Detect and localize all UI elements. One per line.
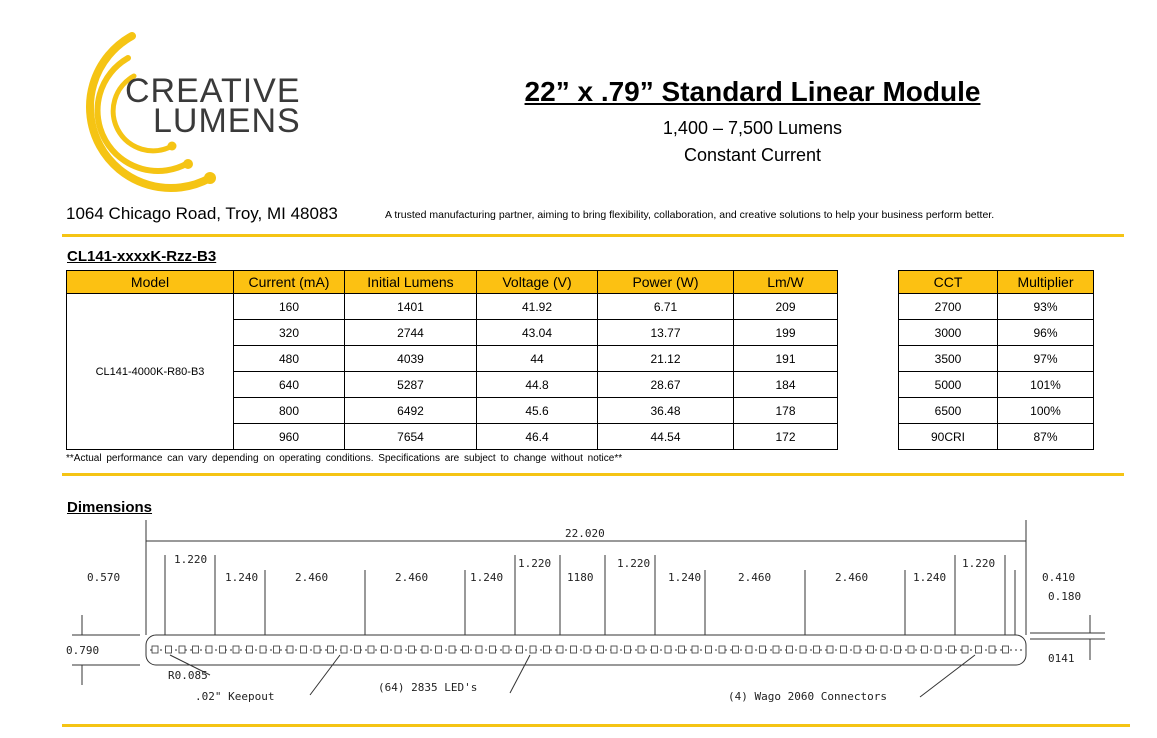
- table-row: [899, 398, 1094, 424]
- company-address: 1064 Chicago Road, Troy, MI 48083: [66, 204, 338, 223]
- cell: 3000: [899, 320, 998, 346]
- led-pad: [625, 646, 631, 653]
- cell: 178: [734, 398, 838, 424]
- led-pad: [233, 646, 239, 653]
- dim-spacing: 1.240: [668, 571, 702, 584]
- brand-line-2: LUMENS: [153, 102, 301, 140]
- led-pad: [287, 646, 293, 653]
- cell: 7654: [345, 424, 477, 450]
- cell: 101%: [998, 372, 1094, 398]
- cell: 960: [234, 424, 345, 450]
- led-pad: [746, 646, 752, 653]
- led-pad: [422, 646, 428, 653]
- keepout-label: .02" Keepout: [195, 690, 275, 703]
- cell: 184: [734, 372, 838, 398]
- led-pad: [179, 646, 185, 653]
- cell: 45.6: [477, 398, 598, 424]
- cell: 87%: [998, 424, 1094, 450]
- led-pad: [206, 646, 212, 653]
- cell: 2700: [899, 294, 998, 320]
- led-pad: [584, 646, 590, 653]
- dim-spacing: 1.220: [174, 553, 208, 566]
- cell: 93%: [998, 294, 1094, 320]
- table-row: [899, 372, 1094, 398]
- cell: 44.54: [598, 424, 734, 450]
- led-pad: [463, 646, 469, 653]
- company-tagline: A trusted manufacturing partner, aiming to bring flexibility, collaboration, and creative solutions to help your business perform better.: [385, 209, 995, 221]
- led-pad: [841, 646, 847, 653]
- cell: 6492: [345, 398, 477, 424]
- cell: 5000: [899, 372, 998, 398]
- led-pad: [881, 646, 887, 653]
- dimensions-title: Dimensions: [67, 499, 153, 516]
- led-pad: [530, 646, 536, 653]
- dim-left-offset: 0.570: [87, 571, 121, 584]
- cell: 6500: [899, 398, 998, 424]
- led-pad: [787, 646, 793, 653]
- cell: 209: [734, 294, 838, 320]
- led-pad: [301, 646, 307, 653]
- divider: [62, 724, 1130, 727]
- dim-right-180: 0.180: [1048, 590, 1082, 603]
- cell: 480: [234, 346, 345, 372]
- cell: 3500: [899, 346, 998, 372]
- led-pad: [638, 646, 644, 653]
- cell: 28.67: [598, 372, 734, 398]
- cell: 44.8: [477, 372, 598, 398]
- spec-table: [66, 270, 838, 450]
- dim-spacing: 1.220: [518, 557, 552, 570]
- led-pad: [193, 646, 199, 653]
- led-pad: [247, 646, 253, 653]
- led-pad: [962, 646, 968, 653]
- led-pad: [490, 646, 496, 653]
- cell: 800: [234, 398, 345, 424]
- table-row: [899, 294, 1094, 320]
- cell: 21.12: [598, 346, 734, 372]
- col-lumens: Initial Lumens: [345, 271, 477, 294]
- led-pad: [652, 646, 658, 653]
- led-pad: [571, 646, 577, 653]
- led-pad: [152, 646, 158, 653]
- cell: 191: [734, 346, 838, 372]
- led-pad: [679, 646, 685, 653]
- part-number-pattern: CL141-xxxxK-Rzz-B3: [67, 248, 217, 265]
- brand-wordmark: [125, 72, 301, 140]
- led-pad: [895, 646, 901, 653]
- cell: 96%: [998, 320, 1094, 346]
- led-pad: [935, 646, 941, 653]
- led-label: (64) 2835 LED's: [378, 681, 478, 694]
- led-pad: [355, 646, 361, 653]
- model-cell: CL141-4000K-R80-B3: [67, 294, 234, 450]
- dim-right-410: 0.410: [1042, 571, 1076, 584]
- cell: 6.71: [598, 294, 734, 320]
- table-row: [899, 346, 1094, 372]
- dim-thickness: 0141: [1048, 652, 1075, 665]
- dim-spacing: 2.460: [738, 571, 772, 584]
- lumens-range: 1,400 – 7,500 Lumens: [662, 118, 843, 138]
- col-power: Power (W): [598, 271, 734, 294]
- led-pad: [314, 646, 320, 653]
- cell: 4039: [345, 346, 477, 372]
- led-pad: [220, 646, 226, 653]
- led-pad: [476, 646, 482, 653]
- col-lmw: Lm/W: [734, 271, 838, 294]
- led-pad: [274, 646, 280, 653]
- cell: 46.4: [477, 424, 598, 450]
- led-pad: [706, 646, 712, 653]
- col-current: Current (mA): [234, 271, 345, 294]
- col-model: Model: [67, 271, 234, 294]
- cell: 43.04: [477, 320, 598, 346]
- dim-spacing: 1.240: [225, 571, 259, 584]
- dim-spacing: 2.460: [295, 571, 329, 584]
- cell: 90CRI: [899, 424, 998, 450]
- led-pad: [719, 646, 725, 653]
- divider: [62, 234, 1124, 237]
- led-pad: [733, 646, 739, 653]
- cell: 41.92: [477, 294, 598, 320]
- cell: 1401: [345, 294, 477, 320]
- cell: 5287: [345, 372, 477, 398]
- led-pad: [166, 646, 172, 653]
- led-pad: [760, 646, 766, 653]
- cct-header-row: [899, 271, 1094, 294]
- led-pad: [908, 646, 914, 653]
- led-pad: [409, 646, 415, 653]
- dim-spacing: 1.220: [962, 557, 996, 570]
- table-row: [899, 320, 1094, 346]
- col-voltage: Voltage (V): [477, 271, 598, 294]
- led-pad: [368, 646, 374, 653]
- cell: 36.48: [598, 398, 734, 424]
- divider: [62, 473, 1124, 476]
- connector-label: (4) Wago 2060 Connectors: [728, 690, 887, 703]
- led-pad: [922, 646, 928, 653]
- led-pad: [989, 646, 995, 653]
- brand-line-1: CREATIVE: [125, 72, 301, 110]
- dim-spacing: 1.240: [470, 571, 504, 584]
- cct-table: [898, 270, 1094, 450]
- led-pad: [827, 646, 833, 653]
- led-pad: [665, 646, 671, 653]
- led-pad: [1003, 646, 1009, 653]
- disclaimer-note: **Actual performance can vary depending on operating conditions. Specifications are subject to change without notice**: [66, 453, 623, 464]
- dimension-drawing: [60, 515, 1120, 715]
- led-pad: [382, 646, 388, 653]
- cell: 160: [234, 294, 345, 320]
- led-pad: [854, 646, 860, 653]
- led-pad: [503, 646, 509, 653]
- led-pad: [598, 646, 604, 653]
- table-row: [67, 294, 838, 320]
- cell: 199: [734, 320, 838, 346]
- cell: 13.77: [598, 320, 734, 346]
- led-pad: [692, 646, 698, 653]
- led-pad: [976, 646, 982, 653]
- led-pad: [395, 646, 401, 653]
- led-pad: [814, 646, 820, 653]
- led-pad: [544, 646, 550, 653]
- dim-spacing: 1.240: [913, 571, 947, 584]
- dim-spacing: 2.460: [395, 571, 429, 584]
- dim-spacing: 2.460: [835, 571, 869, 584]
- dim-spacing: 1180: [567, 571, 594, 584]
- dim-spacing: 1.220: [617, 557, 651, 570]
- led-pad: [328, 646, 334, 653]
- led-pad: [517, 646, 523, 653]
- page-title: 22” x .79” Standard Linear Module: [524, 76, 981, 107]
- col-cct: CCT: [899, 271, 998, 294]
- cell: 640: [234, 372, 345, 398]
- drive-type: Constant Current: [683, 145, 822, 165]
- led-pad: [557, 646, 563, 653]
- table-row: [899, 424, 1094, 450]
- dim-radius: R0.085: [168, 669, 208, 682]
- cell: 172: [734, 424, 838, 450]
- cell: 97%: [998, 346, 1094, 372]
- led-pad: [949, 646, 955, 653]
- spec-header-row: [67, 271, 838, 294]
- led-pad: [800, 646, 806, 653]
- col-multiplier: Multiplier: [998, 271, 1094, 294]
- led-pad: [449, 646, 455, 653]
- cell: 2744: [345, 320, 477, 346]
- cell: 44: [477, 346, 598, 372]
- led-pad: [341, 646, 347, 653]
- dim-overall: 22.020: [565, 527, 605, 540]
- led-pad: [260, 646, 266, 653]
- cell: 100%: [998, 398, 1094, 424]
- dim-height: 0.790: [66, 644, 100, 657]
- cell: 320: [234, 320, 345, 346]
- led-pad: [611, 646, 617, 653]
- led-pad: [436, 646, 442, 653]
- led-pad: [773, 646, 779, 653]
- led-pad: [868, 646, 874, 653]
